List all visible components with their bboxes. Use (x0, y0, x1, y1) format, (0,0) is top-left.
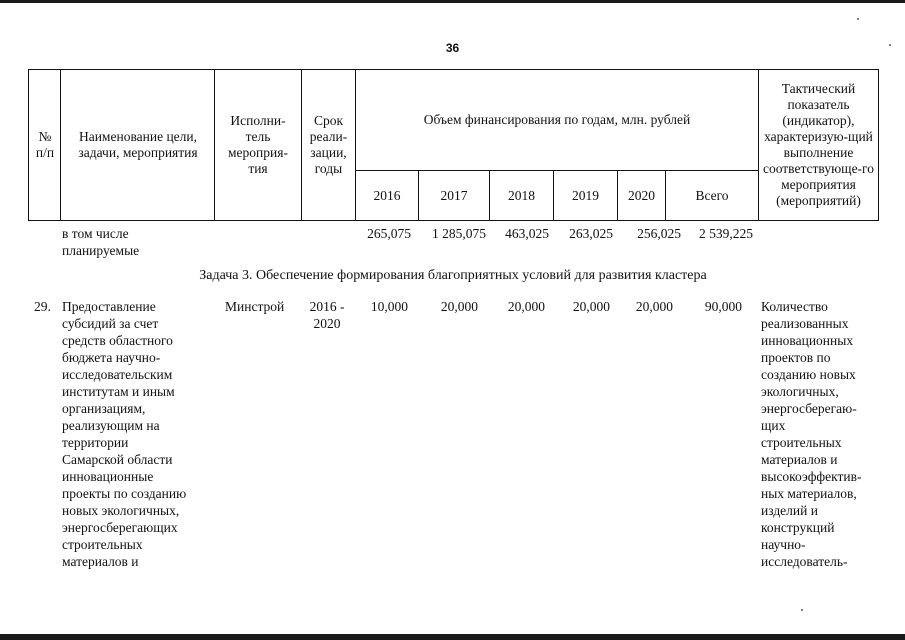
scan-speck (801, 609, 803, 611)
row-29-term: 2016 - 2020 (309, 299, 345, 331)
header-col-term: Срок реали- зации, годы (309, 113, 348, 176)
row-29-2017: 20,000 (440, 299, 478, 314)
header-col-executor: Исполни- тель мероприя- тия (228, 113, 288, 176)
row-29-executor: Минстрой (225, 299, 285, 314)
scan-speck (857, 18, 859, 20)
row-29-2016: 10,000 (370, 299, 408, 314)
header-year-2020: 2020 (628, 187, 655, 203)
row-29-number: 29. (34, 299, 51, 314)
page-number: 36 (445, 41, 460, 55)
row-29-2020: 20,000 (635, 299, 673, 314)
scan-border-top (0, 0, 905, 3)
subtotal-2020: 256,025 (637, 226, 681, 241)
row-29-indicator: Количество реализованных инновационных проектов по созданию новых экологичных, энергосберегаю- щих строительных материалов и высокоэффектив- ных материалов, изделий и конструкций научно- исследователь- (761, 299, 862, 569)
subtotal-2018: 463,025 (505, 226, 549, 241)
header-col-number: № п/п (35, 129, 55, 160)
scan-speck (889, 44, 891, 46)
header-year-2019: 2019 (572, 187, 599, 203)
scan-border-bottom (0, 634, 905, 640)
subtotal-total: 2 539,225 (699, 226, 753, 241)
row-29-2018: 20,000 (507, 299, 545, 314)
header-col-indicator: Тактический показатель (индикатор), характеризую-щий выполнение соответствующе-го мероприятия (мероприятий) (762, 81, 875, 208)
table-header (28, 69, 879, 221)
header-year-2017: 2017 (440, 187, 468, 203)
task-heading: Задача 3. Обеспечение формирования благоприятных условий для развития кластера (199, 268, 707, 283)
header-col-name: Наименование цели, задачи, мероприятия (78, 129, 198, 160)
row-29-total: 90,000 (704, 299, 742, 314)
header-year-2016: 2016 (373, 187, 401, 203)
subtotal-2019: 263,025 (569, 226, 613, 241)
subtotal-2017: 1 285,075 (432, 226, 486, 241)
header-col-funding: Объем финансирования по годам, млн. рублей (423, 112, 691, 127)
subtotal-2016: 265,075 (367, 226, 411, 241)
subtotal-label: в том числе планируемые (62, 226, 140, 258)
header-total: Всего (695, 187, 729, 203)
row-29-2019: 20,000 (572, 299, 610, 314)
row-29-name: Предоставление субсидий за счет средств областного бюджета научно- исследовательским институтам и иным организациям, реализующим на территории Самарской области инновационные проекты по созданию новых экологичных, энергосберегающих строительных материалов и (62, 299, 187, 569)
header-year-2018: 2018 (508, 187, 535, 203)
